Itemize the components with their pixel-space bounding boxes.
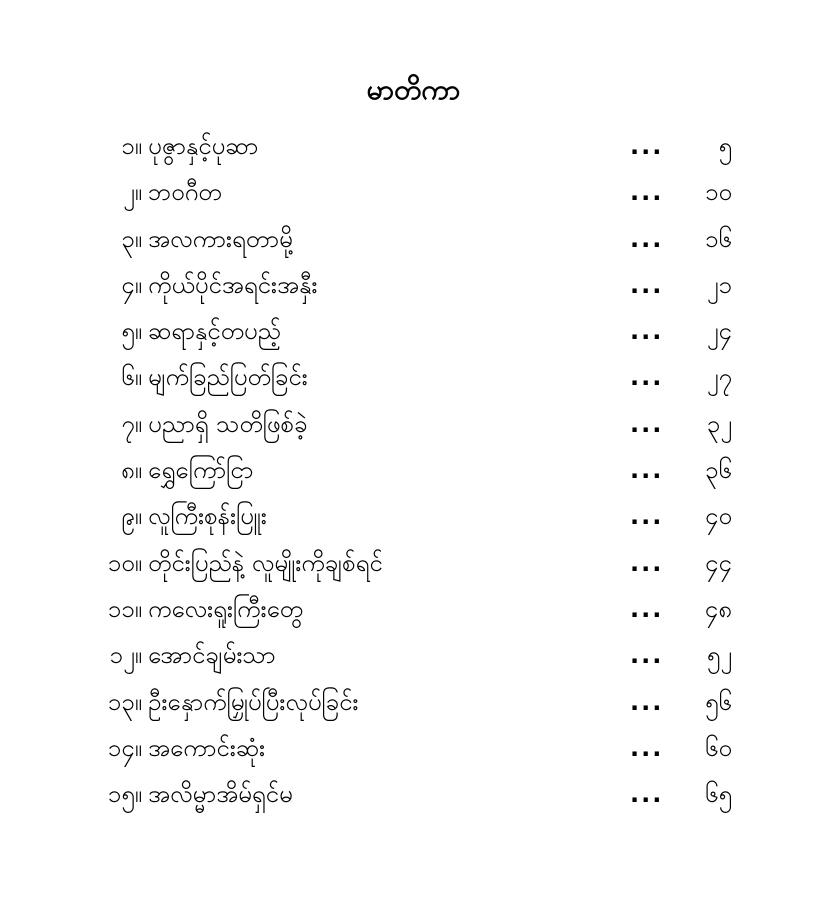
- dot-leader: ...: [630, 733, 664, 762]
- entry-page-number: ၅၂: [706, 641, 732, 670]
- dot-leader: ...: [630, 687, 664, 716]
- toc-entry[interactable]: [0, 771, 827, 817]
- entry-title: အလိမ္မာအိမ်ရှင်မ: [148, 780, 293, 809]
- entry-number: ၆။: [121, 363, 142, 392]
- page-title: မာတိကာ: [366, 73, 461, 106]
- entry-title: ပညာရှိ သတိဖြစ်ခဲ့: [148, 409, 308, 438]
- entry-page-number: ၃၆: [705, 456, 732, 485]
- dot-leader: ...: [630, 594, 664, 623]
- toc-entry[interactable]: [0, 632, 827, 678]
- entry-number: ၄။: [121, 270, 142, 299]
- entry-number: ၃။: [121, 224, 142, 253]
- entry-page-number: ၄၄: [705, 548, 732, 577]
- toc-entry[interactable]: [0, 586, 827, 632]
- entry-title: ကလေးရူးကြီးတွေ: [148, 594, 303, 623]
- toc-entry[interactable]: [0, 262, 827, 308]
- dot-leader: ...: [630, 641, 664, 670]
- entry-number: ၁၁။: [107, 594, 142, 623]
- dot-leader: ...: [630, 548, 664, 577]
- toc-entry[interactable]: [0, 123, 827, 169]
- entry-number: ၂။: [122, 178, 142, 207]
- entry-number: ၇။: [121, 409, 142, 438]
- toc-entry[interactable]: [0, 308, 827, 354]
- entry-title: ဦးနှောက်မြှုပ်ပြီးလုပ်ခြင်း: [148, 687, 359, 716]
- entry-title: လူကြီးစုန်းပြူး: [148, 502, 267, 531]
- entry-number: ၁၀။: [107, 548, 142, 577]
- entry-number: ၉။: [121, 502, 142, 531]
- toc-entry[interactable]: [0, 540, 827, 586]
- entry-page-number: ၁၆: [705, 224, 732, 253]
- entry-title: အကောင်းဆုံး: [148, 733, 266, 762]
- entry-title: ရွှေကြော်ငြာ: [148, 456, 254, 485]
- entry-page-number: ၂၄: [706, 317, 732, 346]
- toc-entry[interactable]: [0, 401, 827, 447]
- entry-number: ၁။: [121, 132, 142, 160]
- dot-leader: ...: [630, 178, 664, 207]
- entry-number: ၁၂။: [109, 641, 142, 670]
- entry-title: တိုင်းပြည်နဲ့ လူမျိုးကိုချစ်ရင်: [148, 548, 383, 577]
- dot-leader: ...: [630, 409, 664, 438]
- dot-leader: ...: [630, 780, 664, 809]
- entry-title: ဆရာနှင့်တပည့်: [148, 317, 281, 346]
- entry-page-number: ၂၇: [706, 363, 732, 392]
- dot-leader: ...: [630, 132, 664, 160]
- entry-page-number: ၁၀: [705, 178, 732, 207]
- entry-title: အောင်ချမ်းသာ: [148, 641, 276, 670]
- entry-number: ၈။: [121, 456, 142, 485]
- entry-page-number: ၆၀: [705, 733, 732, 762]
- dot-leader: ...: [630, 224, 664, 253]
- entry-page-number: ၆၅: [705, 780, 732, 809]
- dot-leader: ...: [630, 270, 664, 299]
- dot-leader: ...: [630, 456, 664, 485]
- toc-entry[interactable]: [0, 354, 827, 400]
- toc-entry[interactable]: [0, 725, 827, 771]
- entry-page-number: ၄၀: [705, 502, 732, 531]
- entry-number: ၁၃။: [107, 687, 142, 716]
- toc-entry[interactable]: [0, 493, 827, 539]
- entry-number: ၁၄။: [107, 733, 142, 762]
- table-of-contents: [0, 123, 827, 817]
- entry-number: ၅။: [121, 317, 142, 346]
- entry-page-number: ၄၈: [704, 594, 732, 623]
- entry-number: ၁၅။: [107, 780, 142, 809]
- entry-title: မျက်ခြည်ပြတ်ခြင်း: [148, 363, 308, 392]
- entry-title: အလကားရတာမို့: [148, 224, 293, 253]
- entry-title: ဘဝဂီတ: [148, 178, 222, 207]
- dot-leader: ...: [630, 502, 664, 531]
- toc-entry[interactable]: [0, 679, 827, 725]
- entry-page-number: ၃၂: [706, 409, 732, 438]
- dot-leader: ...: [630, 363, 664, 392]
- entry-title: ပုဇွာနှင့်ပုဆာ: [148, 132, 259, 160]
- dot-leader: ...: [630, 317, 664, 346]
- entry-page-number: ၅: [718, 132, 732, 160]
- toc-entry[interactable]: [0, 447, 827, 493]
- entry-page-number: ၂၁: [706, 270, 732, 299]
- toc-entry[interactable]: [0, 169, 827, 215]
- entry-title: ကိုယ်ပိုင်အရင်းအနှီး: [148, 270, 318, 299]
- toc-entry[interactable]: [0, 216, 827, 262]
- entry-page-number: ၅၆: [705, 687, 732, 716]
